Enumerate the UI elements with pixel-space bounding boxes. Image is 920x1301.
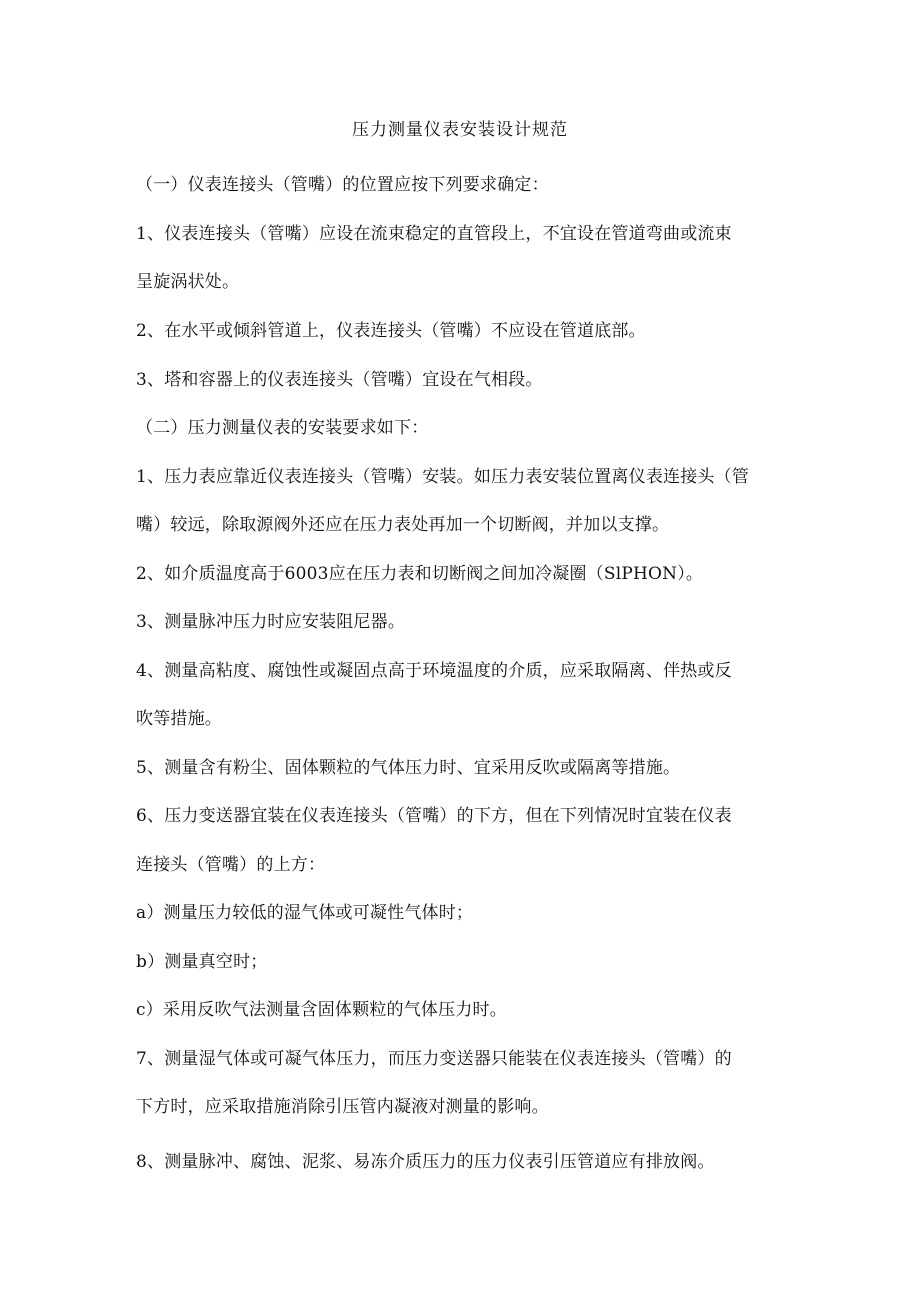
paragraph-line: 3、塔和容器上的仪表连接头（管嘴）宜设在气相段。 <box>136 370 543 390</box>
paragraph-line: 嘴）较远，除取源阀外还应在压力表处再加一个切断阀，并加以支撑。 <box>136 515 670 535</box>
paragraph-line: 7、测量湿气体或可凝气体压力，而压力变送器只能装在仪表连接头（管嘴）的 <box>136 1049 732 1069</box>
paragraph-line: 连接头（管嘴）的上方： <box>136 855 326 875</box>
paragraph-line: 下方时，应采取措施消除引压管内凝液对测量的影响。 <box>136 1097 549 1117</box>
paragraph-line: 3、测量脉冲压力时应安装阻尼器。 <box>136 612 406 632</box>
list-item: a）测量压力较低的湿气体或可凝性气体时； <box>136 903 474 923</box>
section-heading-2: （二）压力测量仪表的安装要求如下： <box>136 418 429 438</box>
paragraph-line: 呈旋涡状处。 <box>136 272 240 292</box>
paragraph-line: 2、如介质温度高于6003应在压力表和切断阀之间加冷凝圈（SlPHON）。 <box>136 564 704 584</box>
paragraph-line: 5、测量含有粉尘、固体颗粒的气体压力时、宜采用反吹或隔离等措施。 <box>136 758 681 778</box>
list-item: b）测量真空时； <box>136 952 268 972</box>
paragraph-line: 4、测量高粘度、腐蚀性或凝固点高于环境温度的介质，应采取隔离、伴热或反 <box>136 661 732 681</box>
section-heading-1: （一）仪表连接头（管嘴）的位置应按下列要求确定： <box>136 175 549 195</box>
document-title: 压力测量仪表安装设计规范 <box>352 120 568 140</box>
list-item: c）采用反吹气法测量含固体颗粒的气体压力时。 <box>136 1000 507 1020</box>
paragraph-line: 2、在水平或倾斜管道上，仪表连接头（管嘴）不应设在管道底部。 <box>136 321 646 341</box>
paragraph-line: 8、测量脉冲、腐蚀、泥浆、易冻介质压力的压力仪表引压管道应有排放阀。 <box>136 1152 715 1172</box>
paragraph-line: 1、压力表应靠近仪表连接头（管嘴）安装。如压力表安装位置离仪表连接头（管 <box>136 467 750 487</box>
paragraph-line: 6、压力变送器宜装在仪表连接头（管嘴）的下方，但在下列情况时宜装在仪表 <box>136 806 732 826</box>
paragraph-line: 吹等措施。 <box>136 709 222 729</box>
paragraph-line: 1、仪表连接头（管嘴）应设在流束稳定的直管段上，不宜设在管道弯曲或流束 <box>136 224 732 244</box>
